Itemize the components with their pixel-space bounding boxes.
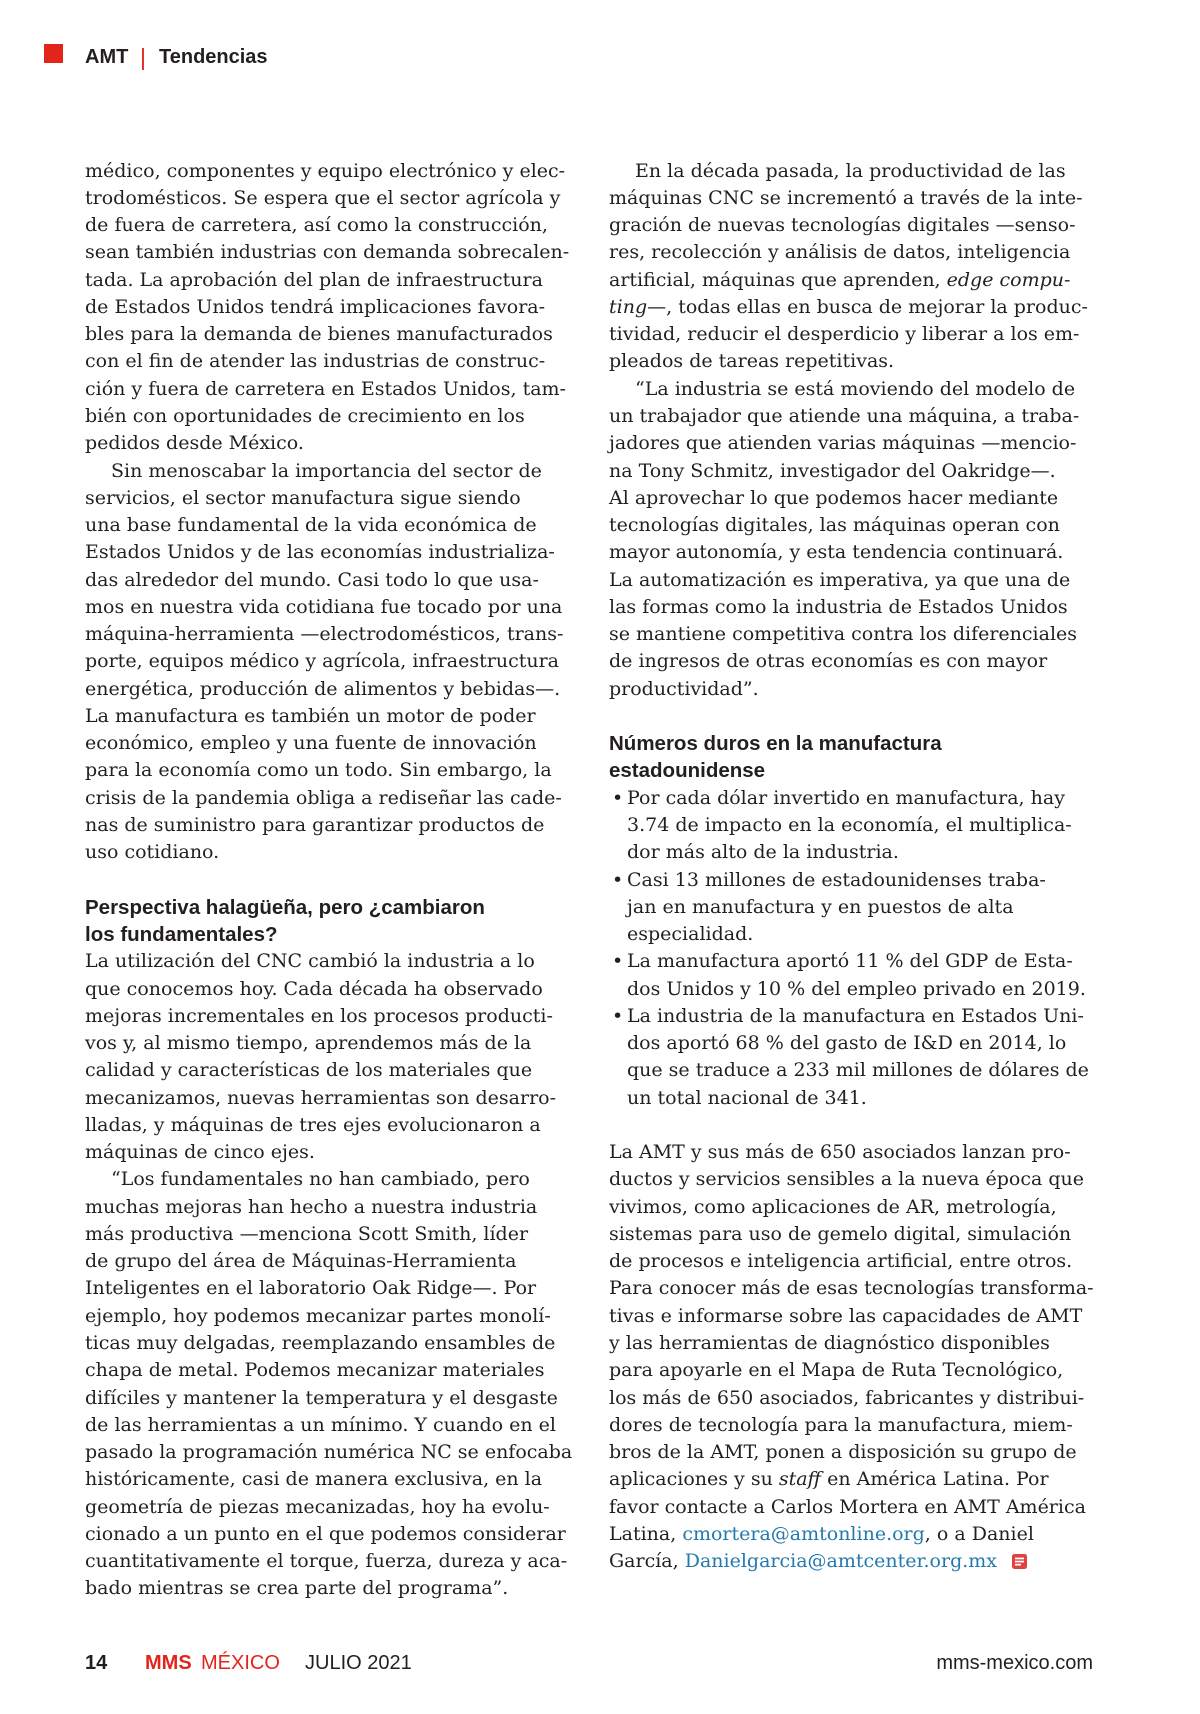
- text-line: de fuera de carretera, así como la construcción,: [85, 214, 548, 237]
- text-line: Al aprovechar lo que podemos hacer mediante: [609, 486, 1059, 509]
- text-line: “La industria se está moviendo del modelo de: [635, 377, 1076, 400]
- text-line: más productiva —menciona Scott Smith, líder: [85, 1222, 529, 1245]
- text-line: de procesos e inteligencia artificial, entre otros.: [609, 1250, 1073, 1273]
- text-line: crisis de la pandemia obliga a rediseñar las cade-: [85, 786, 562, 809]
- text-line: mos en nuestra vida cotidiana fue tocado por una: [85, 595, 563, 618]
- text-line: mecanizamos, nuevas herramientas son desarro-: [85, 1086, 557, 1109]
- text-line: La utilización del CNC cambió la industria a lo: [85, 950, 535, 973]
- text-line: máquinas de cinco ejes.: [85, 1141, 315, 1164]
- text-line: das alrededor del mundo. Casi todo lo que usa-: [85, 568, 539, 591]
- text-line: sean también industrias con demanda sobrecalen-: [85, 241, 570, 264]
- italic-term: edge compu-: [946, 268, 1071, 291]
- text-line: dores de tecnología para la manufactura, miem-: [609, 1413, 1073, 1436]
- text-line: y las herramientas de diagnóstico disponibles: [609, 1332, 1050, 1355]
- text-segment: artificial, máquinas que aprenden,: [609, 268, 947, 291]
- text-line: de grupo del área de Máquinas-Herramienta: [85, 1250, 517, 1273]
- left-column: [85, 158, 573, 1603]
- text-line: Perspectiva halagüeña, pero ¿cambiaron: [85, 895, 485, 919]
- magazine-brand: MMS: [145, 1652, 192, 1674]
- text-segment: García,: [609, 1550, 685, 1573]
- text-line: bado mientras se crea parte del programa”.: [85, 1577, 509, 1600]
- text-line: “Los fundamentales no han cambiado, pero: [111, 1168, 530, 1191]
- text-line: uso cotidiano.: [85, 841, 220, 864]
- category-label: Tendencias: [159, 46, 268, 68]
- end-of-article-icon: [1012, 1554, 1027, 1569]
- text-line: Inteligentes en el laboratorio Oak Ridge—. Por: [85, 1277, 537, 1300]
- text-line: tivas e informarse sobre las capacidades de AMT: [609, 1304, 1083, 1327]
- text-line: lladas, y máquinas de tres ejes evolucionaron a: [85, 1113, 541, 1136]
- text-line: de ingresos de otras economías es con mayor: [609, 650, 1048, 673]
- text-line: res, recolección y análisis de datos, inteligencia: [609, 241, 1071, 264]
- text-line: productividad”.: [609, 677, 759, 700]
- text-line: que conocemos hoy. Cada década ha observado: [85, 977, 543, 1000]
- text-line: se mantiene competitiva contra los diferenciales: [609, 623, 1078, 646]
- text-line: dos aportó 68 % del gasto de I&D en 2014, lo: [627, 1032, 1067, 1055]
- text-line: servicios, el sector manufactura sigue siendo: [85, 486, 521, 509]
- text-line: mejoras incrementales en los procesos producti-: [85, 1004, 553, 1027]
- text-line: ticas muy delgadas, reemplazando ensambles de: [85, 1332, 556, 1355]
- text-line: [609, 1548, 1095, 1575]
- text-line: nas de suministro para garantizar productos de: [85, 813, 545, 836]
- text-line: 3.74 de impacto en la economía, el multiplica-: [627, 813, 1072, 836]
- text-line: En la década pasada, la productividad de las: [635, 159, 1066, 182]
- text-line: • Casi 13 millones de estadounidenses traba-: [627, 868, 1046, 891]
- text-line: vivimos, como aplicaciones de AR, metrología,: [609, 1195, 1057, 1218]
- text-line: históricamente, casi de manera exclusiva, en la: [85, 1468, 543, 1491]
- italic-term: ting: [609, 295, 648, 318]
- text-line: pasado la programación numérica NC se enfocaba: [85, 1441, 573, 1464]
- text-line: [609, 1466, 1095, 1493]
- section-label: AMT: [85, 46, 129, 68]
- text-line: vos y, al mismo tiempo, aprendemos más de la: [85, 1032, 532, 1055]
- text-line: gración de nuevas tecnologías digitales —senso-: [609, 214, 1076, 237]
- email-link[interactable]: Danielgarcia@amtcenter.org.mx: [684, 1550, 998, 1573]
- text-line: un total nacional de 341.: [627, 1086, 867, 1109]
- text-line: Estados Unidos y de las economías industrializa-: [85, 541, 555, 564]
- article-paragraph: [85, 458, 565, 867]
- bullet-item: [609, 948, 1095, 1003]
- text-line: bién con oportunidades de crecimiento en los: [85, 404, 525, 427]
- text-line: de las herramientas a un mínimo. Y cuando en el: [85, 1413, 556, 1436]
- text-line: tividad, reducir el desperdicio y liberar a los em-: [609, 323, 1080, 346]
- article-paragraph: [609, 158, 1095, 376]
- text-line: con el fin de atender las industrias de construc-: [85, 350, 546, 373]
- text-line: los fundamentales?: [85, 923, 278, 947]
- text-line: mayor autonomía, y esta tendencia continuará.: [609, 541, 1064, 564]
- stats-bullet-list: [609, 785, 1095, 1112]
- issue-date: JULIO 2021: [305, 1652, 412, 1674]
- text-line: muchas mejoras han hecho a nuestra industria: [85, 1195, 538, 1218]
- article-paragraph: [609, 1139, 1095, 1575]
- text-line: para apoyarle en el Mapa de Ruta Tecnológico,: [609, 1359, 1064, 1382]
- bullet-item: [609, 867, 1095, 949]
- text-line: especialidad.: [627, 923, 754, 946]
- text-line: La AMT y sus más de 650 asociados lanzan pro-: [609, 1141, 1071, 1164]
- text-line: porte, equipos médico y agrícola, infraestructura: [85, 650, 559, 673]
- text-line: estadounidense: [609, 759, 766, 783]
- text-line: • La manufactura aportó 11 % del GDP de Esta-: [627, 950, 1073, 973]
- page-number: 14: [85, 1652, 108, 1674]
- text-line: favor contacte a Carlos Mortera en AMT América: [609, 1495, 1086, 1518]
- magazine-region: MÉXICO: [201, 1652, 280, 1674]
- text-line: máquinas CNC se incrementó a través de la inte-: [609, 186, 1083, 209]
- article-paragraph: [85, 948, 565, 1166]
- text-line: [609, 267, 1095, 294]
- website-url: mms-mexico.com: [936, 1652, 1093, 1674]
- bullet-item: [609, 785, 1095, 867]
- text-line: cionado a un punto en el que podemos considerar: [85, 1522, 566, 1545]
- text-line: difíciles y mantener la temperatura y el desgaste: [85, 1386, 558, 1409]
- text-line: pedidos desde México.: [85, 432, 304, 455]
- text-line: ción y fuera de carretera en Estados Unidos, tam-: [85, 377, 566, 400]
- text-segment: —, todas ellas en busca de mejorar la produc-: [647, 295, 1088, 318]
- text-line: dor más alto de la industria.: [627, 841, 899, 864]
- text-line: La manufactura es también un motor de poder: [85, 704, 536, 727]
- bullet-item: [609, 1003, 1095, 1112]
- text-line: que se traduce a 233 mil millones de dólares de: [627, 1059, 1089, 1082]
- text-line: para la economía como un todo. Sin embargo, la: [85, 759, 552, 782]
- email-link[interactable]: cmortera@amtonline.org: [682, 1522, 925, 1545]
- text-segment: , o a Daniel: [924, 1522, 1034, 1545]
- text-line: energética, producción de alimentos y bebidas—.: [85, 677, 561, 700]
- text-line: Para conocer más de esas tecnologías transforma-: [609, 1277, 1094, 1300]
- text-line: Números duros en la manufactura: [609, 732, 942, 756]
- text-line: jadores que atienden varias máquinas —mencio-: [609, 432, 1077, 455]
- text-line: las formas como la industria de Estados Unidos: [609, 595, 1068, 618]
- text-segment: en América Latina. Por: [821, 1468, 1049, 1491]
- text-line: sistemas para uso de gemelo digital, simulación: [609, 1222, 1072, 1245]
- text-line: jan en manufactura y en puestos de alta: [627, 895, 1014, 918]
- text-line: máquina-herramienta —electrodomésticos, trans-: [85, 623, 564, 646]
- article-paragraph: [85, 1166, 573, 1602]
- text-line: bles para la demanda de bienes manufacturados: [85, 323, 553, 346]
- text-line: calidad y características de los materiales que: [85, 1059, 533, 1082]
- text-line: ejemplo, hoy podemos mecanizar partes monolí-: [85, 1304, 551, 1327]
- header-separator: |: [140, 44, 146, 70]
- text-line: La automatización es imperativa, ya que una de: [609, 568, 1071, 591]
- right-column: [609, 158, 1095, 1576]
- text-line: • Por cada dólar invertido en manufactura, hay: [627, 786, 1065, 809]
- article-paragraph: [609, 376, 1095, 703]
- text-line: tada. La aprobación del plan de infraestructura: [85, 268, 543, 291]
- text-line: médico, componentes y equipo electrónico y elec-: [85, 159, 566, 182]
- text-line: económico, empleo y una fuente de innovación: [85, 732, 537, 755]
- text-segment: Latina,: [609, 1522, 683, 1545]
- red-square-icon: [44, 44, 63, 63]
- text-line: pleados de tareas repetitivas.: [609, 350, 895, 373]
- text-line: trodomésticos. Se espera que el sector agrícola y: [85, 186, 561, 209]
- italic-term: staff: [778, 1468, 822, 1491]
- text-segment: aplicaciones y su: [609, 1468, 779, 1491]
- section-heading: [85, 894, 565, 949]
- text-line: Sin menoscabar la importancia del sector de: [111, 459, 542, 482]
- text-line: una base fundamental de la vida económica de: [85, 514, 537, 537]
- article-paragraph: [85, 158, 570, 458]
- text-line: cuantitativamente el torque, fuerza, dureza y aca-: [85, 1550, 568, 1573]
- text-line: dos Unidos y 10 % del empleo privado en 2019.: [627, 977, 1086, 1000]
- text-line: geometría de piezas mecanizadas, hoy ha evolu-: [85, 1495, 550, 1518]
- text-line: [609, 1521, 1095, 1548]
- text-line: de Estados Unidos tendrá implicaciones favora-: [85, 295, 546, 318]
- text-line: tecnologías digitales, las máquinas operan con: [609, 514, 1060, 537]
- text-line: un trabajador que atiende una máquina, a traba-: [609, 404, 1080, 427]
- text-line: na Tony Schmitz, investigador del Oakridge—.: [609, 459, 1056, 482]
- text-line: • La industria de la manufactura en Estados Uni-: [627, 1004, 1084, 1027]
- section-heading: [609, 730, 1095, 785]
- text-line: bros de la AMT, ponen a disposición su grupo de: [609, 1441, 1077, 1464]
- text-line: chapa de metal. Podemos mecanizar materiales: [85, 1359, 545, 1382]
- text-line: ductos y servicios sensibles a la nueva época que: [609, 1168, 1084, 1191]
- text-line: los más de 650 asociados, fabricantes y distribui-: [609, 1386, 1085, 1409]
- text-line: [609, 294, 1095, 321]
